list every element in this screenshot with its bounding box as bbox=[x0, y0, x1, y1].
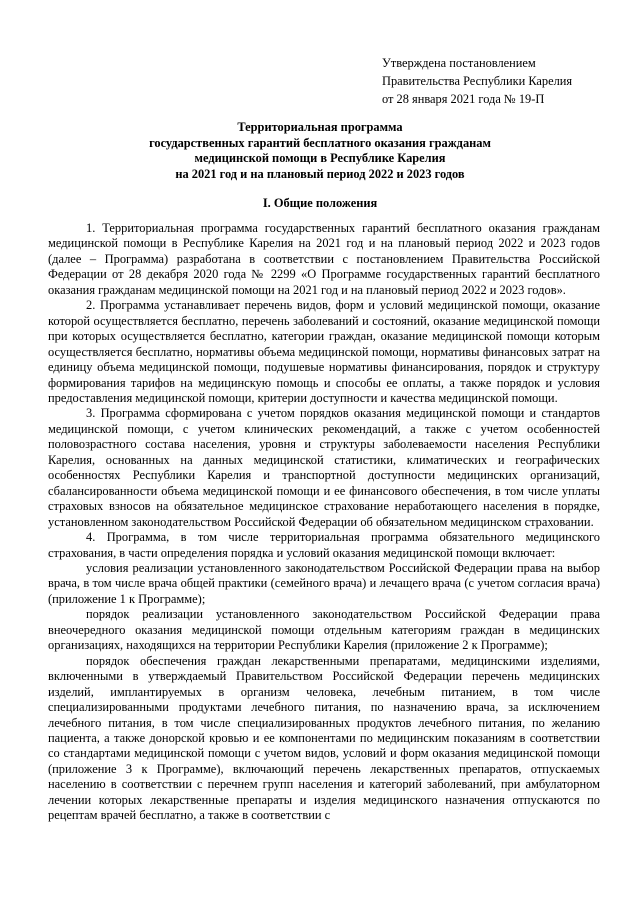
section-heading: I. Общие положения bbox=[262, 196, 378, 210]
paragraph-6: порядок реализации установленного законодательством Российской Федерации права внеочередного оказания медицинской помощи отдельным категориям граждан в медицинских организациях, находящихся на территории Республики Карелия (приложение 2 к Программе); bbox=[48, 607, 600, 653]
document-body bbox=[48, 221, 600, 824]
title-line-3: медицинской помощи в Республике Карелия bbox=[194, 151, 446, 166]
paragraph-1: 1. Территориальная программа государственных гарантий бесплатного оказания гражданам медицинской помощи в Республике Карелия на 2021 год и на плановый период 2022 и 2023 годов (далее – Программа) разработана в соответствии с постановлением Правительства Российской Федерации от 28 декабря 2020 года № 2299 «О Программе государственных гарантий бесплатного оказания гражданам медицинской помощи на 2021 год и на плановый период 2022 и 2023 годов». bbox=[48, 221, 600, 297]
paragraph-2: 2. Программа устанавливает перечень видов, форм и условий медицинской помощи, оказание которой осуществляется бесплатно, перечень заболеваний и состояний, оказание медицинской помощи при которых осуществляется бесплатно, категории граждан, оказание медицинской помощи которым осуществляется бесплатно, нормативы объема медицинской помощи, нормативы финансовых затрат на единицу объема медицинской помощи, подушевые нормативы финансирования, порядок и структуру формирования тарифов на медицинскую помощь и способы ее оплаты, а также порядок и условия предоставления медицинской помощи, критерии доступности и качества медицинской помощи. bbox=[48, 298, 600, 405]
paragraph-5: условия реализации установленного законодательством Российской Федерации права на выбор врача, в том числе врача общей практики (семейного врача) и лечащего врача (с учетом согласия врача) (приложение 1 к Программе); bbox=[48, 560, 600, 606]
approval-line-3: от 28 января 2021 года № 19-П bbox=[382, 92, 545, 106]
title-line-4: на 2021 год и на плановый период 2022 и 2023 годов bbox=[175, 166, 465, 181]
document-title bbox=[40, 120, 600, 182]
paragraph-4: 4. Программа, в том числе территориальная программа обязательного медицинского страхования, в части определения порядка и условий оказания медицинской помощи включает: bbox=[48, 530, 600, 560]
approval-line-2: Правительства Республики Карелия bbox=[382, 74, 573, 88]
approval-line-1: Утверждена постановлением bbox=[382, 56, 536, 70]
title-line-2: государственных гарантий бесплатного оказания гражданам bbox=[149, 135, 491, 150]
paragraph-3: 3. Программа сформирована с учетом порядков оказания медицинской помощи и стандартов медицинской помощи, с учетом клинических рекомендаций, а также с учетом особенностей половозрастного состава населения, уровня и структуры заболеваемости населения Республики Карелия, основанных на данных медицинской статистики, климатических и географических особенностях Республики Карелия и транспортной доступности медицинских организаций, сбалансированности объема медицинской помощи и ее финансового обеспечения, в том числе уплаты страховых взносов на обязательное медицинское страхование неработающего населения в порядке, установленном законодательством Российской Федерации об обязательном медицинском страховании. bbox=[48, 406, 600, 529]
title-line-1: Территориальная программа bbox=[237, 120, 403, 134]
approval-stamp bbox=[382, 54, 622, 108]
paragraph-7: порядок обеспечения граждан лекарственными препаратами, медицинскими изделиями, включенными в утверждаемый Правительством Российской Федерации перечень медицинских изделий, имплантируемых в организм человека, лечебным питанием, в том числе специализированными продуктами лечебного питания, по назначению врача, за исключением лечебного питания, в том числе специализированных продуктов лечебного питания, по желанию пациента, а также донорской кровью и ее компонентами по медицинским показаниям в соответствии со стандартами медицинской помощи с учетом видов, условий и форм оказания медицинской помощи (приложение 3 к Программе), включающий перечень лекарственных препаратов, отпускаемых населению в соответствии с перечнем групп населения и категорий заболеваний, при амбулаторном лечении которых лекарственные препараты и изделия медицинского назначения отпускаются по рецептам врачей бесплатно, а также в соответствии с bbox=[48, 653, 600, 823]
